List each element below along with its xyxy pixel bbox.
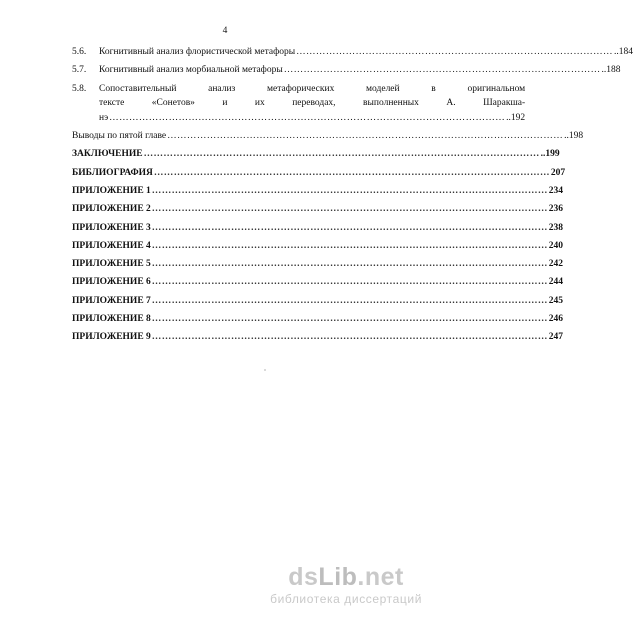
toc-entry-title: ЗАКЛЮЧЕНИЕ [72,149,143,160]
toc-entry-title: ПРИЛОЖЕНИЕ 3 [72,222,151,233]
toc-entry-page: 244 [548,277,564,288]
toc-entry-page: 207 [550,167,566,178]
toc-entry [72,292,564,310]
toc-entry-page: ..188 [601,65,621,76]
toc-entry-title: ПРИЛОЖЕНИЕ 5 [72,259,151,270]
toc-entry-title-tail: нэ [99,112,109,123]
dot-leader: ………………………………………………………………………………………………………… [143,149,540,160]
toc-entry-title-line-1: Сопоставительный анализ метафорических моделей в оригинальном [99,83,526,94]
toc-entry-page: 234 [548,185,564,196]
toc-entry-title: Когнитивный анализ флористической метафоры [99,47,296,57]
toc-entry-page: ..199 [540,149,560,160]
watermark-logo-ds: ds [288,563,319,591]
toc-entry-page: 238 [548,222,564,233]
toc-entry-number: 5.6. [72,47,87,57]
toc-entry-page: 247 [548,332,564,343]
toc-entry-page: 236 [548,204,564,215]
toc-entry [72,310,564,328]
watermark-tagline: библиотека диссертаций [270,592,422,606]
watermark [270,564,422,606]
toc-entry-body [99,82,525,126]
page-number: 4 [222,26,228,36]
dot-leader: ………………………………………………………………………………………………………… [151,295,548,306]
dot-leader: ………………………………………………………………………………………………………… [151,314,548,325]
toc-entry [72,200,564,218]
dot-leader: ………………………………………………………………………………………………………… [109,112,506,123]
toc-entry-title-line-3 [99,111,525,126]
toc-entry-number: 5.8. [72,83,87,94]
dot-leader: ………………………………………………………………………………………………………… [151,332,548,343]
dot-leader: ………………………………………………………………………………………………………… [151,240,548,251]
toc-entry-page: 240 [548,240,564,251]
toc-entry-page: ..192 [506,112,526,123]
toc-entry-page: 246 [548,314,564,325]
watermark-logo-lib: Lib [318,563,358,591]
dot-leader: ………………………………………………………………………………………………………… [151,259,548,270]
dot-leader: ………………………………………………………………………………………………………… [151,185,548,196]
toc-entry-page: ..198 [564,131,584,142]
toc-entry-title: Когнитивный анализ морбиальной метафоры [99,65,283,76]
toc-entry [72,328,564,346]
toc-entry-title: ПРИЛОЖЕНИЕ 6 [72,277,151,288]
toc-entry-title: БИБЛИОГРАФИЯ [72,167,153,178]
toc-entry-title: Выводы по пятой главе [72,131,167,142]
toc-entry [72,237,564,255]
toc-entry-number: 5.7. [72,65,87,76]
toc-entry-page: ..184 [613,47,633,57]
watermark-logo [270,564,422,590]
toc-entry-title: ПРИЛОЖЕНИЕ 7 [72,295,151,306]
dot-leader: …………………………………………………………………………………… [296,47,613,57]
toc-entry-multiline [72,82,526,126]
toc-entry [72,182,564,200]
toc-entry-title-line-2: тексте «Сонетов» и их переводах, выполненных А. Шаракша- [99,98,526,109]
toc-entry [72,164,566,182]
watermark-logo-net: .net [357,563,404,591]
dot-leader: ………………………………………………………………………………………………………… [151,204,548,215]
dot-leader: ………………………………………………………………………………………………………… [151,277,548,288]
table-of-contents [72,43,633,347]
toc-entry-title: ПРИЛОЖЕНИЕ 9 [72,332,151,343]
toc-entry [72,127,584,145]
toc-entry-title: ПРИЛОЖЕНИЕ 4 [72,240,151,251]
toc-entry [72,255,564,273]
toc-entry-page: 242 [548,259,564,270]
toc-entry-title: ПРИЛОЖЕНИЕ 2 [72,204,151,215]
dot-leader: …………………………………………………………………………………… [283,65,601,76]
toc-entry [72,43,633,61]
dot-leader: ………………………………………………………………………………………………………… [153,167,550,178]
toc-entry [72,273,564,291]
toc-entry-title: ПРИЛОЖЕНИЕ 8 [72,314,151,325]
toc-entry [72,145,560,163]
dot-leader: ………………………………………………………………………………………………………… [151,222,548,233]
toc-entry [72,219,564,237]
toc-entry-title: ПРИЛОЖЕНИЕ 1 [72,185,151,196]
dot-leader: ………………………………………………………………………………………………………… [167,131,564,142]
toc-entry [72,61,621,79]
toc-entry-page: 245 [548,295,564,306]
scan-speck [264,369,266,371]
